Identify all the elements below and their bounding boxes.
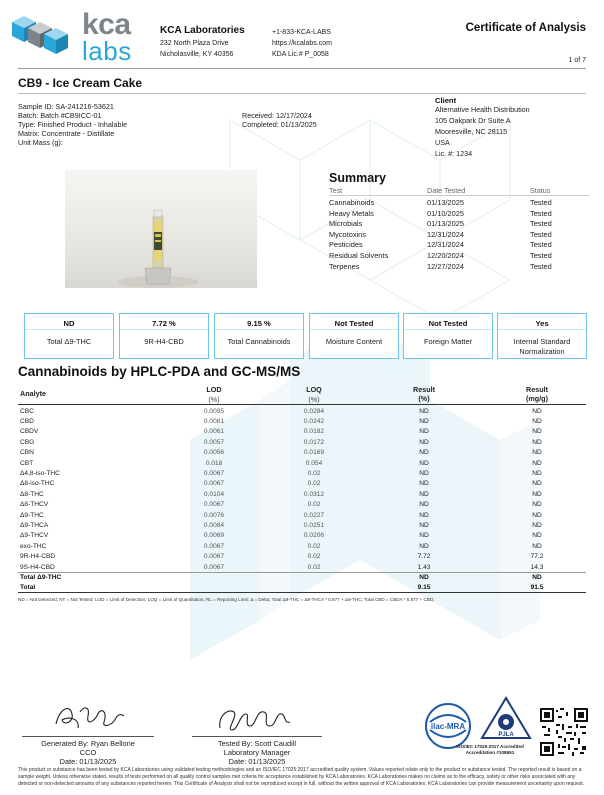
client-country: USA	[435, 138, 450, 147]
summary-title: Summary	[329, 171, 386, 185]
result-mg-cell: ND	[532, 469, 542, 477]
ilac-logo-text: ilac-MRA	[430, 722, 466, 731]
loq-cell: 0.02	[307, 480, 321, 488]
signature-line-generated	[22, 736, 154, 737]
result-pct-cell: ND	[419, 417, 429, 425]
lod-cell: 0.0069	[203, 532, 225, 540]
analyte-cell: Δ9-THCA	[20, 521, 49, 529]
result-mg-cell: ND	[532, 459, 542, 467]
loq-cell: 0.0172	[303, 438, 325, 446]
result-mg-cell: ND	[532, 490, 542, 498]
analyte-cell: CBG	[20, 438, 35, 446]
lod-cell: 0.0067	[203, 553, 225, 561]
table-row	[18, 490, 586, 500]
lab-website[interactable]: https://kcalabs.com	[272, 40, 332, 47]
lod-cell: 0.0095	[203, 407, 225, 415]
table-row	[18, 542, 586, 552]
header-divider	[18, 68, 586, 69]
summary-date: 12/27/2024	[427, 261, 464, 271]
table-row	[18, 459, 586, 469]
table-footnote: ND = Not Detected; NT = Not Tested; LOD = Limit of Detection; LOQ = Limit of Quantitation; RL = Reporting Limit; Δ = Delta; Total Δ9-THC = Δ9-THCA * 0.877 + Δ9-THC; Total CBD = CBDA * 0.877 + CBD;	[18, 597, 435, 602]
result-pct-cell: ND	[419, 511, 429, 519]
result-box-moisture	[309, 313, 399, 359]
analyte-cell: Δ8-iso-THC	[20, 480, 55, 488]
lab-address-line2: Nicholasville, KY 40356	[160, 51, 234, 58]
analyte-cell: CBN	[20, 449, 34, 457]
col-result-pct-unit: (%)	[418, 394, 430, 403]
result-mg-cell: ND	[532, 511, 542, 519]
loq-cell: 0.0227	[303, 511, 325, 519]
batch-number: Batch: Batch #CB9ICC-01	[18, 111, 102, 120]
result-box-value: 7.72 %	[152, 319, 176, 328]
result-pct-cell: ND	[419, 532, 429, 540]
summary-status: Tested	[530, 251, 552, 260]
product-type: Type: Finished Product - Inhalable	[18, 120, 128, 129]
lod-cell: 0.0067	[203, 480, 225, 488]
product-name: CB9 - Ice Cream Cake	[18, 76, 143, 90]
result-pct-cell: ND	[419, 449, 429, 457]
iso-accreditation-line1: ISO/IEC 17025:2017 Accredited	[456, 744, 524, 749]
result-box-divider	[404, 329, 492, 330]
result-box-label: Total Δ9-THC	[46, 337, 92, 346]
loq-cell: 0.0169	[303, 449, 325, 457]
summary-row	[329, 198, 589, 209]
result-mg-cell: 77.2	[530, 553, 544, 561]
summary-test: Mycotoxins	[329, 229, 366, 239]
result-box-internal-standard	[497, 313, 587, 359]
result-mg-cell: ND	[532, 501, 542, 509]
result-box-total-d9-thc	[24, 313, 114, 359]
result-mg-cell: ND	[532, 521, 542, 529]
table-row	[18, 511, 586, 521]
result-pct-cell: 9.15	[417, 584, 431, 592]
result-pct-cell: ND	[419, 521, 429, 529]
summary-date: 01/13/2025	[427, 198, 464, 207]
result-box-divider	[310, 329, 398, 330]
result-box-label: Total Cannabinoids	[227, 337, 291, 346]
result-pct-cell: ND	[419, 469, 429, 477]
result-pct-cell: ND	[419, 407, 429, 415]
result-box-value: ND	[63, 319, 75, 328]
result-box-foreign-matter	[403, 313, 493, 359]
page-number: 1 of 7	[568, 57, 586, 64]
summary-test: Residual Solvents	[329, 251, 389, 260]
tested-by: Tested By: Scott Caudill	[217, 739, 297, 748]
summary-status: Tested	[530, 229, 552, 239]
signature-ryan-bellone	[50, 700, 130, 734]
col-result-mg-unit: (mg/g)	[526, 394, 548, 403]
loq-cell: 0.0312	[303, 490, 325, 498]
result-mg-cell: ND	[532, 428, 542, 436]
summary-status: Tested	[530, 261, 552, 271]
table-row	[18, 438, 586, 448]
table-row	[18, 552, 586, 562]
lod-cell: 0.0061	[203, 428, 225, 436]
summary-date: 12/31/2024	[427, 240, 464, 250]
loq-cell: 0.0284	[303, 407, 325, 415]
analyte-cell: CBC	[20, 407, 34, 415]
lod-cell: 0.0081	[203, 417, 225, 425]
tested-by-title: Laboratory Manager	[223, 748, 291, 757]
summary-row	[329, 219, 589, 230]
lod-cell: 0.0084	[203, 521, 225, 529]
lab-license: KDA Lic.# P_0058	[272, 51, 329, 58]
lod-cell: 0.018	[205, 459, 223, 467]
lab-address-line1: 232 North Plaza Drive	[160, 40, 229, 47]
result-box-label: 9R-H4-CBD	[144, 337, 184, 346]
result-box-divider	[25, 329, 113, 330]
lab-name: KCA Laboratories	[160, 25, 245, 36]
result-mg-cell: 14.3	[530, 563, 544, 571]
table-bottom-rule	[18, 592, 586, 593]
loq-cell: 0.054	[305, 459, 323, 467]
result-box-value: Not Tested	[428, 319, 468, 328]
summary-status: Tested	[530, 208, 552, 218]
analyte-cell: Total	[20, 584, 36, 592]
vape-cartridge-image	[65, 170, 257, 288]
summary-test: Terpenes	[329, 261, 360, 271]
table-row	[18, 427, 586, 437]
result-box-value: 9.15 %	[247, 319, 271, 328]
product-photo	[65, 170, 257, 288]
result-box-divider	[120, 329, 208, 330]
col-lod: LOD	[206, 385, 222, 394]
loq-cell: 0.0242	[303, 417, 325, 425]
summary-date: 12/20/2024	[427, 251, 464, 260]
summary-test: Cannabinoids	[329, 198, 375, 207]
signature-scott-caudill	[212, 702, 296, 736]
product-divider	[18, 93, 586, 94]
result-pct-cell: ND	[419, 438, 429, 446]
table-row	[18, 479, 586, 489]
lod-cell: 0.0067	[203, 542, 225, 550]
lod-cell: 0.0067	[203, 469, 225, 477]
pjla-logo-text: PJLA	[498, 732, 514, 738]
logo-wordmark-kca: kca	[82, 8, 131, 41]
signature-line-tested	[192, 736, 322, 737]
result-mg-cell: ND	[532, 407, 542, 415]
loq-cell: 0.02	[307, 542, 321, 550]
summary-status: Tested	[530, 198, 552, 207]
lod-cell: 0.0057	[203, 438, 225, 446]
summary-row	[329, 262, 589, 273]
summary-test: Heavy Metals	[329, 208, 374, 218]
summary-header-rule	[329, 195, 589, 196]
analyte-cell: CBT	[20, 459, 34, 467]
sample-id: Sample ID: SA-241216-53621	[18, 102, 114, 111]
result-box-value: Yes	[535, 319, 549, 328]
lod-cell: 0.0104	[203, 490, 225, 498]
summary-col-status: Status	[530, 186, 551, 195]
client-name: Alternative Health Distribution	[435, 105, 530, 114]
col-loq: LOQ	[306, 385, 322, 394]
result-box-label: Internal Standard Normalization	[513, 337, 571, 356]
result-pct-cell: 7.72	[417, 553, 431, 561]
lod-cell: 0.0067	[203, 563, 225, 571]
lod-cell: 0.0067	[203, 501, 225, 509]
kca-logo-cubes-icon	[10, 14, 76, 64]
lab-phone: +1-833-KCA-LABS	[272, 29, 331, 36]
result-box-divider	[215, 329, 303, 330]
analyte-cell: Δ4,8-iso-THC	[20, 469, 60, 477]
analyte-cell: CBD	[20, 417, 34, 425]
summary-date: 01/13/2025	[427, 219, 464, 229]
result-mg-cell: ND	[532, 573, 542, 581]
result-pct-cell: ND	[419, 542, 429, 550]
result-box-label: Foreign Matter	[423, 337, 473, 346]
received-date: Received: 12/17/2024	[242, 111, 312, 120]
loq-cell: 0.0182	[303, 428, 325, 436]
col-analyte: Analyte	[20, 389, 46, 398]
result-pct-cell: ND	[419, 501, 429, 509]
qr-code-icon[interactable]	[540, 708, 588, 756]
analyte-cell: CBDV	[20, 428, 39, 436]
col-result-pct: Result	[413, 385, 435, 394]
loq-cell: 0.02	[307, 553, 321, 561]
disclaimer-text: This product or substance has been tested by KCA Laboratories using validated testing methodologies and an ISO/IEC 17025:2017 accredited quality system. Values reported relate only to the product or substance tested. The reported result is based on a sample weight. Unless otherwise stated, results of tests performed on all quality control samples met criteria for acceptance established by KCA Laboratories. KCA Laboratories makes no claims as to the efficacy, safety or other risks associated with any detected or non-detected amounts of any substances reported herein. This Certificate of Analysis shall not be reproduced except in full, without the written approval of KCA Laboratories. KCA Laboratories can provide measurement uncertainty upon request.	[18, 767, 585, 787]
result-mg-cell: ND	[532, 542, 542, 550]
logo-wordmark-labs: labs	[82, 36, 132, 66]
summary-date: 12/31/2024	[427, 229, 464, 239]
loq-cell: 0.02	[307, 563, 321, 571]
summary-col-test: Test	[329, 186, 343, 195]
result-pct-cell: 1.43	[417, 563, 431, 571]
analyte-cell: Total Δ9-THC	[20, 573, 62, 581]
summary-test: Pesticides	[329, 240, 363, 250]
summary-col-date: Date Tested	[427, 186, 466, 195]
result-mg-cell: 91.5	[530, 584, 544, 592]
client-city: Mooresville, NC 28115	[435, 127, 508, 136]
table-row	[18, 407, 586, 417]
pjla-logo-icon	[480, 696, 532, 742]
summary-row	[329, 251, 589, 262]
result-mg-cell: ND	[532, 480, 542, 488]
result-box-total-cannabinoids	[214, 313, 304, 359]
lod-cell: 0.0076	[203, 511, 225, 519]
result-mg-cell: ND	[532, 417, 542, 425]
loq-cell: 0.02	[307, 501, 321, 509]
analyte-cell: Δ9-THC	[20, 511, 44, 519]
table-header-rule	[18, 404, 586, 405]
col-loq-unit: (%)	[308, 395, 320, 404]
client-street: 105 Oakpark Dr Suite A	[435, 116, 511, 125]
tested-date: Date: 01/13/2025	[228, 757, 286, 766]
analyte-cell: 9R-H4-CBD	[20, 553, 56, 561]
summary-row	[329, 209, 589, 220]
summary-row	[329, 240, 589, 251]
table-row	[18, 531, 586, 541]
result-pct-cell: ND	[419, 459, 429, 467]
result-mg-cell: ND	[532, 449, 542, 457]
summary-status: Tested	[530, 219, 552, 229]
result-pct-cell: ND	[419, 573, 429, 581]
result-box-9r-h4-cbd	[119, 313, 209, 359]
table-total-row	[18, 573, 586, 583]
analyte-cell: Δ9-THCV	[20, 532, 49, 540]
result-box-value: Not Tested	[334, 319, 374, 328]
col-lod-unit: (%)	[208, 395, 220, 404]
document-title: Certificate of Analysis	[465, 22, 586, 34]
table-row	[18, 417, 586, 427]
loq-cell: 0.0251	[303, 521, 325, 529]
unit-mass: Unit Mass (g):	[18, 138, 63, 147]
table-row	[18, 521, 586, 531]
table-row	[18, 448, 586, 458]
result-pct-cell: ND	[419, 428, 429, 436]
product-matrix: Matrix: Concentrate - Distillate	[18, 129, 115, 138]
result-mg-cell: ND	[532, 532, 542, 540]
generated-by: Generated By: Ryan Bellone	[41, 739, 135, 748]
result-mg-cell: ND	[532, 438, 542, 446]
analyte-cell: Δ8-THC	[20, 490, 44, 498]
generated-by-title: CCO	[79, 748, 97, 757]
client-heading: Client	[435, 96, 457, 105]
summary-row	[329, 230, 589, 241]
table-row	[18, 500, 586, 510]
loq-cell: 0.0206	[303, 532, 325, 540]
analyte-cell: exo-THC	[20, 542, 47, 550]
lod-cell: 0.0056	[203, 449, 225, 457]
summary-date: 01/10/2025	[427, 208, 464, 218]
generated-date: Date: 01/13/2025	[59, 757, 117, 766]
result-box-label: Moisture Content	[325, 337, 383, 346]
summary-status: Tested	[530, 240, 552, 250]
cannabinoids-section-title: Cannabinoids by HPLC-PDA and GC-MS/MS	[18, 364, 301, 379]
completed-date: Completed: 01/13/2025	[242, 120, 317, 129]
analyte-cell: Δ8-THCV	[20, 501, 49, 509]
table-row	[18, 469, 586, 479]
result-box-divider	[498, 329, 586, 330]
result-pct-cell: ND	[419, 490, 429, 498]
summary-test: Microbials	[329, 219, 363, 229]
col-result-mg: Result	[526, 385, 548, 394]
client-license: Lic. #: 1234	[435, 149, 473, 158]
analyte-cell: 9S-H4-CBD	[20, 563, 55, 571]
iso-accreditation-line2: Accreditation #108651	[465, 750, 515, 755]
result-pct-cell: ND	[419, 480, 429, 488]
loq-cell: 0.02	[307, 469, 321, 477]
